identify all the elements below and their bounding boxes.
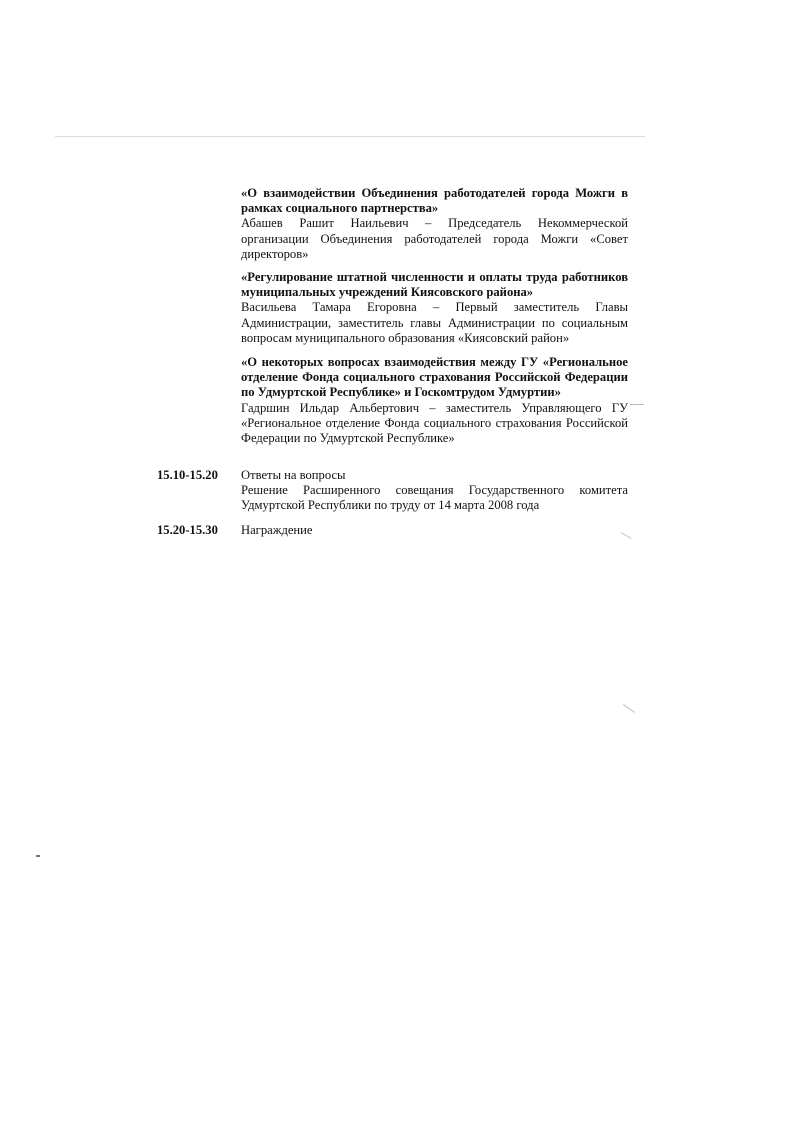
scan-border-line — [55, 136, 645, 137]
agenda-item-title: «О взаимодействии Объединения работодателей города Можги в рамках социального партнерства» — [241, 186, 628, 216]
agenda-item-3 — [241, 355, 628, 446]
schedule-time: 15.20-15.30 — [157, 523, 218, 537]
schedule-line: Ответы на вопросы — [241, 468, 346, 482]
agenda-item-2 — [241, 270, 628, 346]
agenda-item-speaker: Абашев Рашит Наильевич – Председатель Некоммерческой организации Объединения работодателей города Можги «Совет директоров» — [241, 216, 628, 261]
schedule-text — [241, 468, 628, 514]
agenda-item-speaker: Гадршин Ильдар Альбертович – заместитель Управляющего ГУ «Региональное отделение Фонда социального страхования Российской Федерации по Удмуртской Республике» — [241, 400, 628, 446]
schedule-time: 15.10-15.20 — [157, 468, 218, 482]
schedule-line: Награждение — [241, 523, 313, 537]
scan-speck — [623, 704, 635, 713]
agenda-item-speaker: Васильева Тамара Егоровна – Первый заместитель Главы Администрации, заместитель главы Администрации по социальным вопросам муниципального образования «Киясовский район» — [241, 300, 628, 345]
agenda-item-title: «Регулирование штатной численности и оплаты труда работников муниципальных учреждений Киясовского района» — [241, 270, 628, 300]
schedule-text — [241, 523, 628, 538]
scan-speck — [36, 855, 40, 857]
agenda-item-title: «О некоторых вопросах взаимодействия между ГУ «Региональное отделение Фонда социального страхования Российской Федерации по Удмуртской Республике» и Госкомтрудом Удмуртии» — [241, 355, 628, 400]
scan-speck — [630, 404, 644, 405]
agenda-item-1 — [241, 186, 628, 262]
schedule-line: Решение Расширенного совещания Государственного комитета Удмуртской Республики по труду от 14 марта 2008 года — [241, 483, 628, 513]
